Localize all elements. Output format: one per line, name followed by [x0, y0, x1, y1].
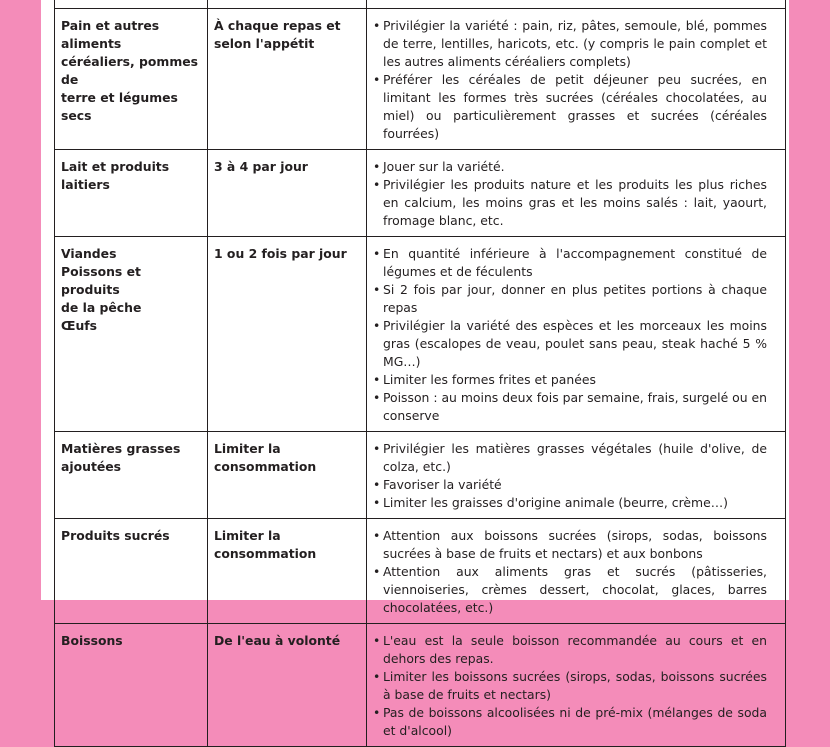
- advice-list: [373, 440, 767, 512]
- advice-item: • Privilégier les produits nature et les produits les plus riches en calcium, les moins gras et les moins salés : lait, yaourt, fromage blanc, etc.: [373, 176, 767, 230]
- advice-cell: [367, 150, 786, 237]
- frequency-cell: À chaque repas et selon l'appétit: [208, 9, 367, 150]
- food-category-cell: [55, 237, 208, 432]
- food-category-cell: [55, 432, 208, 519]
- frequency-cell: Limiter la consommation: [208, 519, 367, 624]
- advice-item: • Poisson : au moins deux fois par semaine, frais, surgelé ou en conserve: [373, 389, 767, 425]
- advice-item: • Attention aux boissons sucrées (sirops, sodas, boissons sucrées à base de fruits et nectars) et aux bonbons: [373, 527, 767, 563]
- advice-list: [373, 17, 767, 143]
- food-category-line: Viandes: [61, 246, 117, 261]
- table-row: [55, 432, 786, 519]
- advice-item: • Limiter les graisses d'origine animale (beurre, crème…): [373, 494, 767, 512]
- advice-item: • Privilégier les matières grasses végétales (huile d'olive, de colza, etc.): [373, 440, 767, 476]
- food-category-line: Lait et produits laitiers: [61, 159, 170, 192]
- advice-item: • Si 2 fois par jour, donner en plus petites portions à chaque repas: [373, 281, 767, 317]
- food-category-cell: [55, 624, 208, 747]
- advice-cell: [367, 9, 786, 150]
- table-row: [55, 237, 786, 432]
- nutrition-table: [54, 0, 786, 747]
- food-category-line: ajoutées: [61, 459, 122, 474]
- table-row-top-clipped: [55, 0, 786, 9]
- food-category-line: de la pêche: [61, 300, 142, 315]
- frequency-cell: Limiter la consommation: [208, 432, 367, 519]
- advice-item: • Limiter les formes frites et panées: [373, 371, 767, 389]
- food-category-cell: [55, 150, 208, 237]
- advice-item: • En quantité inférieure à l'accompagnement constitué de légumes et de féculents: [373, 245, 767, 281]
- food-category-cell: [55, 9, 208, 150]
- advice-cell: [367, 432, 786, 519]
- food-category-line: terre et légumes secs: [61, 90, 178, 123]
- food-category-line: Matières grasses: [61, 441, 181, 456]
- advice-list: [373, 158, 767, 230]
- frequency-cell: 3 à 4 par jour: [208, 150, 367, 237]
- frequency-cell: De l'eau à volonté: [208, 624, 367, 747]
- advice-item: • Privilégier la variété : pain, riz, pâtes, semoule, blé, pommes de terre, lentilles, haricots, etc. (y compris le pain complet et les autres aliments céréaliers complets): [373, 17, 767, 71]
- food-category-line: Œufs: [61, 318, 98, 333]
- advice-list: [373, 632, 767, 740]
- table-row: [55, 9, 786, 150]
- advice-cell: [367, 237, 786, 432]
- document-sheet: [41, 0, 789, 738]
- advice-list: [373, 527, 767, 617]
- food-category-cell: [55, 519, 208, 624]
- advice-cell: [367, 624, 786, 747]
- food-category-line: céréaliers, pommes de: [61, 54, 199, 87]
- advice-item: • Attention aux aliments gras et sucrés (pâtisseries, viennoiseries, crèmes dessert, chocolat, glaces, barres chocolatées, etc.): [373, 563, 767, 617]
- advice-item: • Limiter les boissons sucrées (sirops, sodas, boissons sucrées à base de fruits et nectars): [373, 668, 767, 704]
- food-category-line: Boissons: [61, 633, 123, 648]
- advice-item: • L'eau est la seule boisson recommandée au cours et en dehors des repas.: [373, 632, 767, 668]
- advice-item: • Favoriser la variété: [373, 476, 767, 494]
- food-category-line: Produits sucrés: [61, 528, 170, 543]
- food-category-line: Poissons et produits: [61, 264, 141, 297]
- frequency-cell: 1 ou 2 fois par jour: [208, 237, 367, 432]
- advice-list: [373, 245, 767, 425]
- table-row: [55, 624, 786, 747]
- advice-item: • Préférer les céréales de petit déjeuner peu sucrées, en limitant les formes très sucrées (céréales chocolatées, au miel) ou particulièrement grasses et sucrées (céréales fourrées): [373, 71, 767, 143]
- advice-cell: [367, 519, 786, 624]
- advice-item: • Pas de boissons alcoolisées ni de pré-mix (mélanges de soda et d'alcool): [373, 704, 767, 740]
- food-category-line: Pain et autres aliments: [61, 18, 160, 51]
- table-row: [55, 150, 786, 237]
- table-row: [55, 519, 786, 624]
- advice-item: • Privilégier la variété des espèces et les morceaux les moins gras (escalopes de veau, poulet sans peau, steak haché 5 % MG…): [373, 317, 767, 371]
- advice-item: • Jouer sur la variété.: [373, 158, 767, 176]
